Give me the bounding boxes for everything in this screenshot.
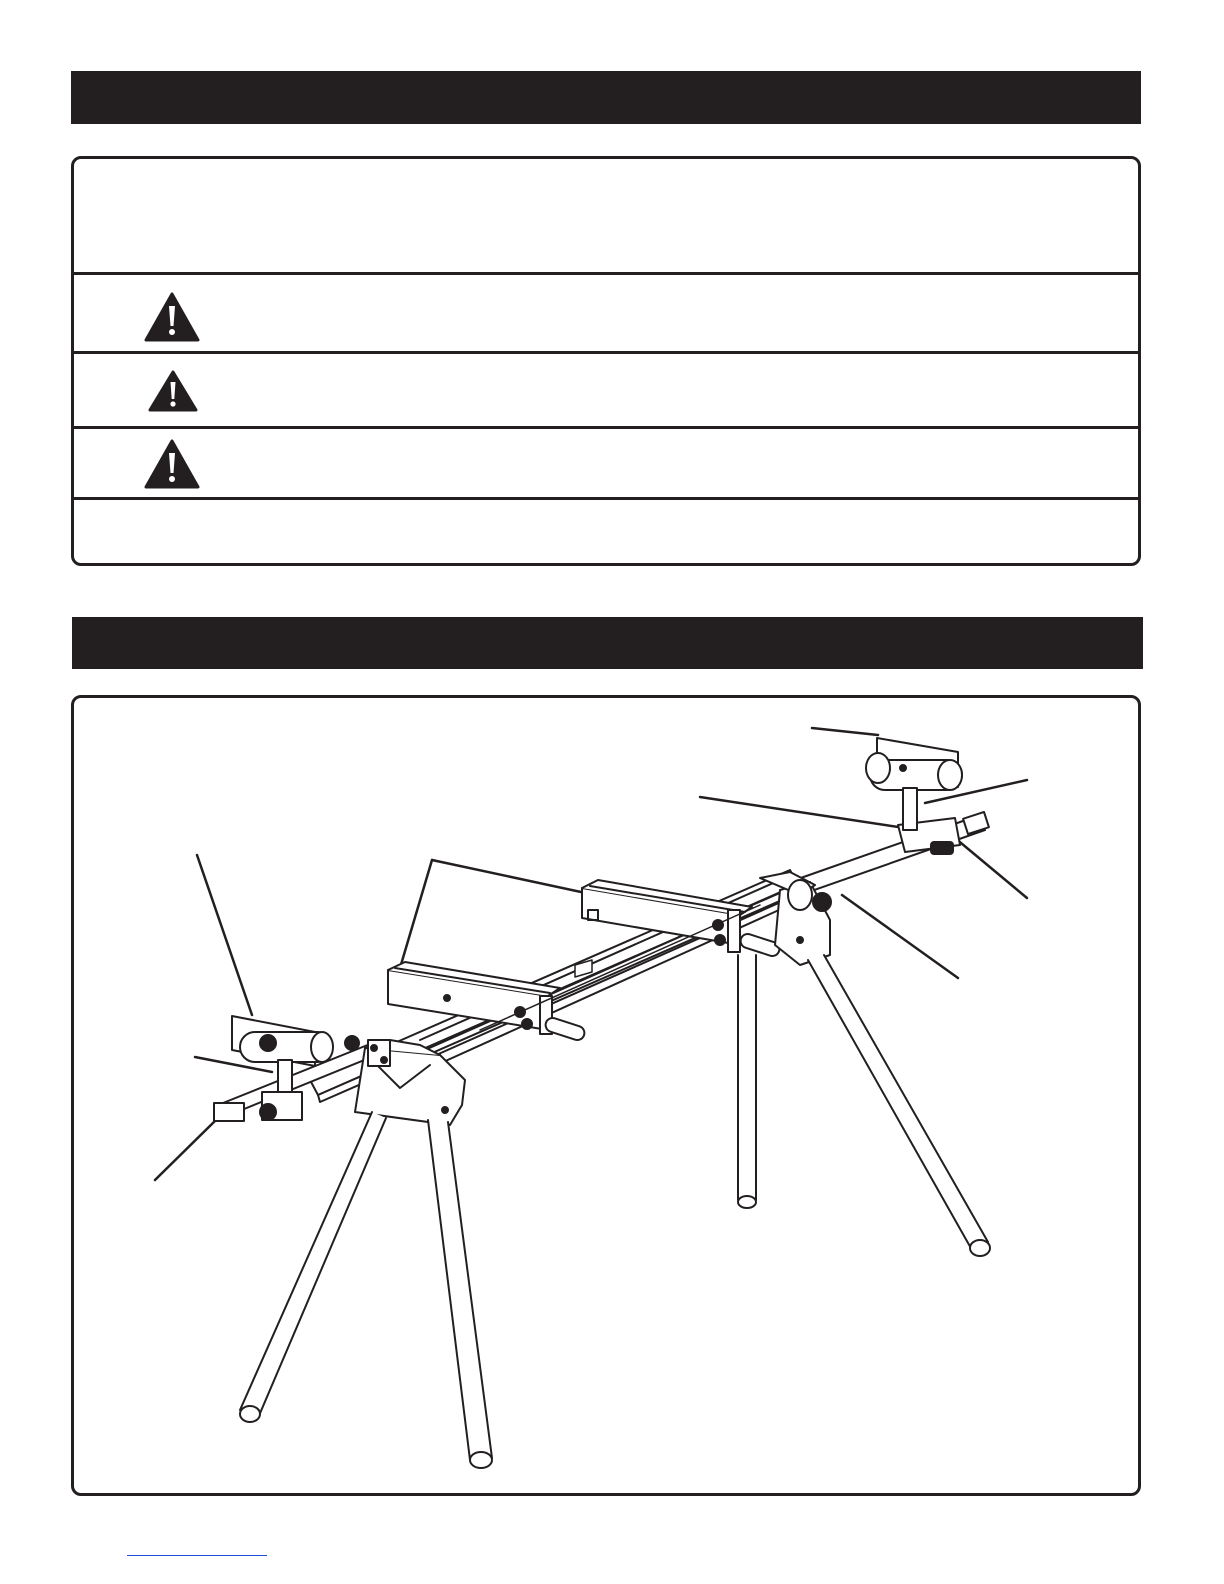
right-leg-assembly (738, 872, 990, 1256)
callout-leader (700, 797, 905, 828)
callout-leader (197, 855, 252, 1015)
callout-leader (955, 838, 1027, 898)
callout-leader (812, 728, 878, 735)
callout-leader (842, 895, 958, 978)
callout-leader (400, 860, 432, 968)
right-extension-arm (795, 812, 989, 895)
footer-link-underline[interactable] (127, 1555, 267, 1556)
callout-leader (155, 1118, 218, 1180)
callout-leader (432, 860, 595, 895)
